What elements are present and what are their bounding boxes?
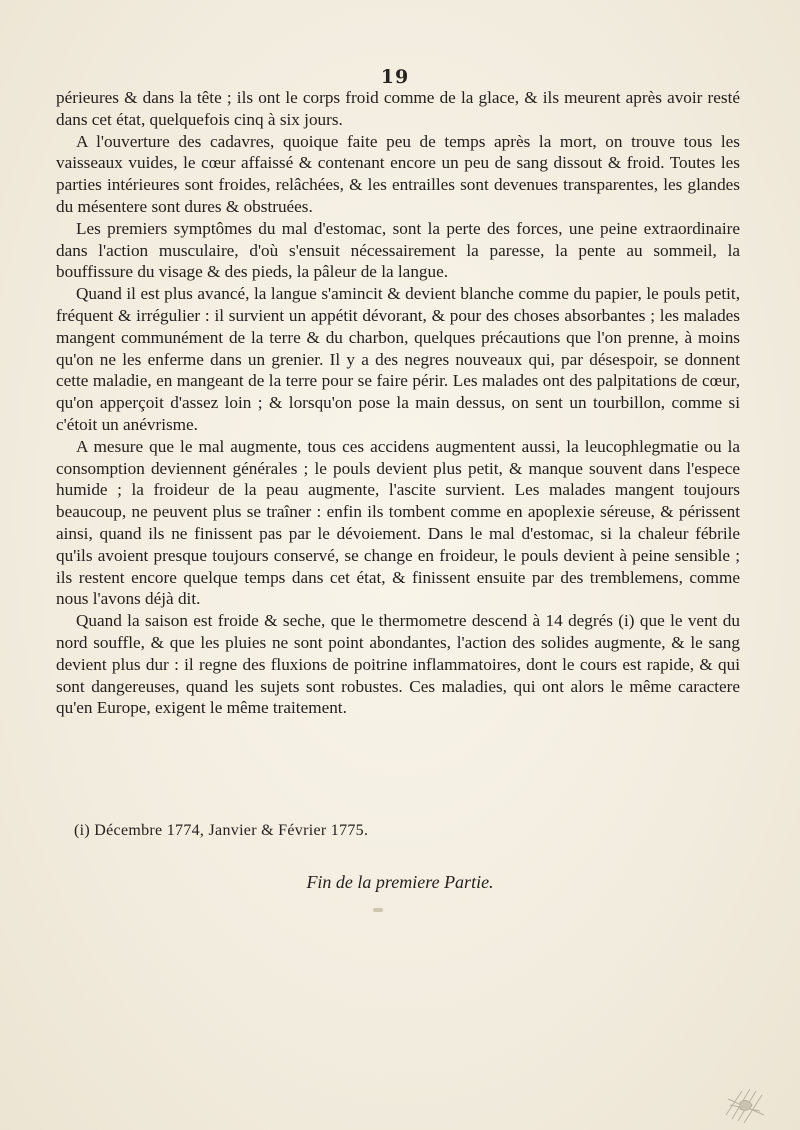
fleuron-mark	[373, 908, 383, 912]
paragraph-3: Les premiers symptômes du mal d'estomac, sont la perte des forces, une peine extraordinaire dans l'action musculaire, d'où s'ensuit nécessairement la paresse, la pente au sommeil, la bouffissure du visage & des pieds, la pâleur de la langue.	[56, 218, 740, 282]
page-number: 19	[380, 66, 410, 88]
body-text	[56, 87, 740, 719]
paragraph-4: Quand il est plus avancé, la langue s'amincit & devient blanche comme du papier, le pouls petit, fréquent & irrégulier : il survient un appétit dévorant, & pour des choses absorbantes ; les malades mangent communément de la terre & du charbon, quelques précautions que l'on prenne, à moins qu'on ne les enferme dans un grenier. Il y a des negres nouveaux qui, par désespoir, se donnent cette maladie, en mangeant de la terre pour se faire périr. Les malades ont des palpitations de cœur, qu'on apperçoit d'assez loin ; & lorsqu'on pose la main dessus, on sent un tourbillon, comme si c'étoit un anévrisme.	[56, 284, 740, 434]
paragraph-2: A l'ouverture des cadavres, quoique faite peu de temps après la mort, on trouve tous les vaisseaux vuides, le cœur affaissé & contenant encore un peu de sang dissout & froid. Toutes les parties intérieures sont froides, relâchées, & les entrailles sont devenues transparentes, les glandes du mésentere sont dures & obstruées.	[56, 131, 740, 216]
footnote: (i) Décembre 1774, Janvier & Février 1775.	[74, 822, 369, 839]
bookplate-ornament-icon	[722, 1085, 768, 1125]
closing-line: Fin de la premiere Partie.	[306, 872, 494, 892]
paragraph-1: périeures & dans la tête ; ils ont le corps froid comme de la glace, & ils meurent après avoir resté dans cet état, quelquefois cinq à six jours.	[56, 88, 740, 129]
paragraph-6: Quand la saison est froide & seche, que le thermometre descend à 14 degrés (i) que le vent du nord souffle, & que les pluies ne sont point abondantes, l'action des solides augmente, & le sang devient plus dur : il regne des fluxions de poitrine inflammatoires, dont le cours est rapide, & qui sont dangereuses, quand les sujets sont robustes. Ces maladies, qui ont alors le même caractere qu'en Europe, exigent le même traitement.	[56, 611, 740, 718]
paragraph-5: A mesure que le mal augmente, tous ces accidens augmentent aussi, la leucophlegmatie ou la consomption deviennent générales ; le pouls devient plus petit, & manque souvent dans l'espece humide ; la froideur de la peau augmente, l'ascite survient. Les malades mangent toujours beaucoup, ne peuvent plus se traîner : enfin ils tombent comme en apoplexie séreuse, & périssent ainsi, quand ils ne finissent pas par le dévoiement. Dans le mal d'estomac, si la chaleur fébrile qu'ils avoient presque toujours conservé, se change en froideur, le pouls devient à peine sensible ; ils restent encore quelque temps dans cet état, & finissent ensuite par des tremblemens, comme nous l'avons déjà dit.	[56, 436, 740, 609]
